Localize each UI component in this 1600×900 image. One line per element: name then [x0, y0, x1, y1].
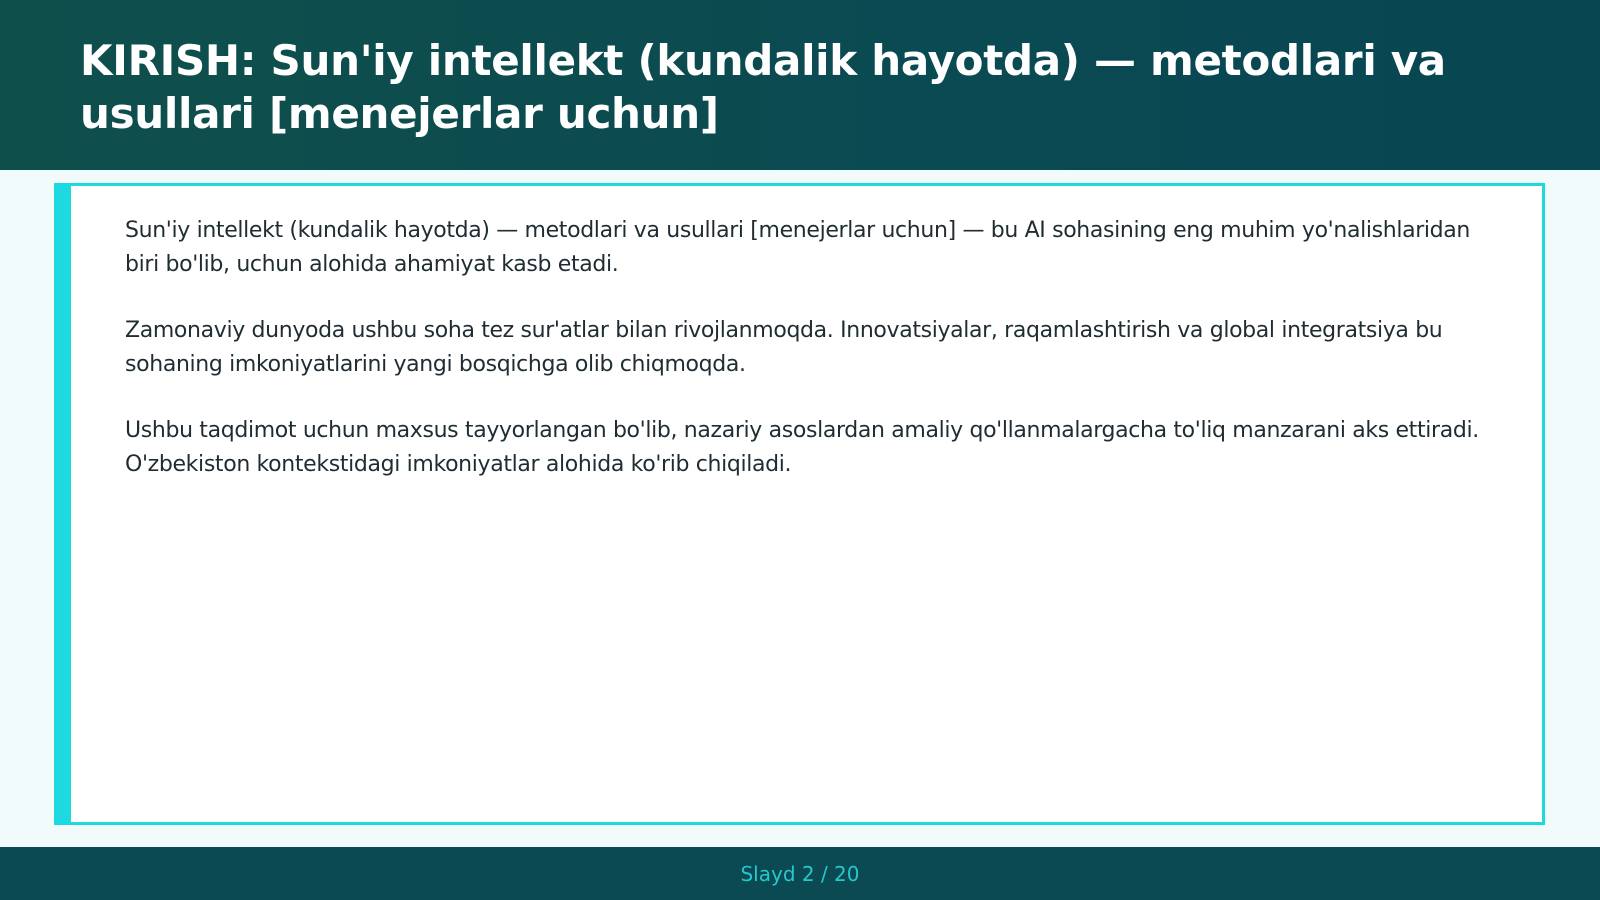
slide-header: [0, 0, 1600, 170]
slide-counter: Slayd 2 / 20: [740, 861, 860, 886]
paragraph-2: Zamonaviy dunyoda ushbu soha tez sur'atlar bilan rivojlanmoqda. Innovatsiyalar, raqamlashtirish va global integratsiya bu sohaning imkoniyatlarini yangi bosqichga olib chiqmoqda.: [125, 318, 1443, 377]
paragraph-1: Sun'iy intellekt (kundalik hayotda) — metodlari va usullari [menejerlar uchun] — bu AI sohasining eng muhim yo'nalishlaridan biri bo'lib, uchun alohida ahamiyat kasb etadi.: [125, 218, 1471, 277]
body-text: [125, 214, 1505, 514]
content-box: [54, 183, 1545, 825]
paragraph-3: Ushbu taqdimot uchun maxsus tayyorlangan bo'lib, nazariy asoslardan amaliy qo'llanmalargacha to'liq manzarani aks ettiradi. O'zbekiston kontekstidagi imkoniyatlar alohida ko'rib chiqiladi.: [125, 418, 1479, 477]
slide-title: KIRISH: Sun'iy intellekt (kundalik hayotda) — metodlari va usullari [menejerlar uchun]: [80, 36, 1446, 138]
slide-footer: [0, 847, 1600, 900]
